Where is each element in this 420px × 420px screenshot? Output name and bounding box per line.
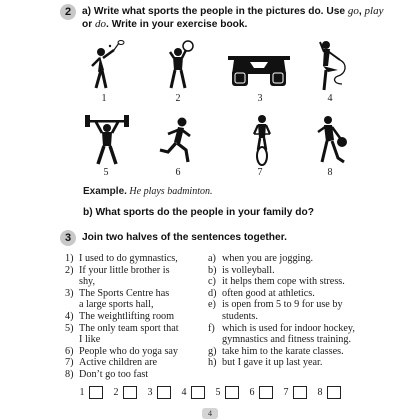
list-item: 7) Active children are [65, 357, 158, 369]
answer-number: 7 [283, 387, 289, 398]
answer-box-2[interactable] [123, 386, 137, 399]
picture-2 [158, 40, 198, 92]
picture-number-7: 7 [257, 167, 263, 178]
example-line [83, 186, 212, 197]
list-item: 8) Don’t go too fast [65, 368, 149, 380]
picture-number-5: 5 [103, 167, 109, 178]
volleyball-player-icon [158, 40, 198, 92]
instruction-text-3: . Write in your exercise book. [106, 19, 248, 30]
picture-number-2: 2 [175, 93, 181, 104]
answer-box-5[interactable] [225, 386, 239, 399]
list-item: 1) I used to do gymnastics, [65, 253, 178, 264]
comma: , [358, 6, 365, 17]
instruction-text: a) Write what sports the people in the pictures do. Use [82, 6, 348, 17]
word-do: do [95, 18, 107, 30]
answer-number: 2 [113, 387, 119, 398]
picture-number-4: 4 [327, 93, 333, 104]
list-item: 3) The Sports Centre has a large sports hall, [65, 287, 170, 311]
answer-box-6[interactable] [259, 386, 273, 399]
list-item: a) when you are jogging. [208, 253, 314, 264]
picture-number-8: 8 [327, 167, 333, 178]
answer-number: 6 [249, 387, 255, 398]
answer-number: 8 [317, 387, 323, 398]
picture-5 [84, 114, 130, 166]
list-item: 6) People who do yoga say [65, 345, 179, 357]
exercise-2a-instruction [82, 5, 412, 31]
answer-number: 1 [79, 387, 85, 398]
picture-3 [224, 52, 294, 88]
weightlifter-icon [84, 114, 130, 166]
exercise-number-3: 3 [60, 230, 76, 246]
answer-number: 5 [215, 387, 221, 398]
word-play: play [364, 5, 384, 17]
cyclist-icon [244, 112, 280, 166]
picture-number-3: 3 [257, 93, 263, 104]
runner-icon [158, 116, 198, 166]
example-text: He plays badminton. [129, 186, 213, 197]
gymnast-with-ribbon-icon [312, 38, 352, 92]
answer-box-8[interactable] [327, 386, 341, 399]
picture-number-1: 1 [101, 93, 107, 104]
left-halves-list [65, 253, 205, 381]
example-label: Example. [83, 186, 127, 197]
answer-box-7[interactable] [293, 386, 307, 399]
badminton-player-icon [86, 40, 128, 92]
picture-1 [86, 40, 128, 92]
picture-7 [244, 112, 280, 166]
list-item: f) which is used for indoor hockey, gymnastics and fitness training. [208, 322, 355, 346]
answer-box-1[interactable] [89, 386, 103, 399]
race-car-icon [224, 52, 294, 88]
exercise-number-2: 2 [60, 4, 76, 20]
list-item: 4) The weightlifting room [65, 310, 175, 322]
list-item: g) take him to the karate classes. [208, 345, 344, 357]
page-number: 4 [202, 408, 218, 419]
picture-number-6: 6 [175, 167, 181, 178]
exercise-3-instruction: Join two halves of the sentences together. [82, 232, 287, 243]
picture-8 [310, 114, 350, 166]
list-item: 2) If your little brother is shy, [65, 264, 170, 288]
list-item: c) it helps them cope with stress. [208, 276, 345, 288]
instruction-text-2: or [82, 19, 96, 30]
answer-box-4[interactable] [191, 386, 205, 399]
answer-box-3[interactable] [157, 386, 171, 399]
word-go: go [347, 5, 359, 17]
list-item: h) but I gave it up last year. [208, 357, 323, 369]
answer-number: 3 [147, 387, 153, 398]
answer-number: 4 [181, 387, 187, 398]
right-halves-list [208, 253, 408, 369]
bowler-icon [310, 114, 350, 166]
list-item: d) often good at athletics. [208, 287, 315, 299]
exercise-2b-instruction: b) What sports do the people in your family do? [83, 207, 314, 218]
picture-4 [312, 38, 352, 92]
list-item: b) is volleyball. [208, 264, 275, 276]
picture-6 [158, 116, 198, 166]
list-item: 5) The only team sport that I like [65, 322, 179, 346]
list-item: e) is open from 5 to 9 for use by students. [208, 299, 343, 322]
